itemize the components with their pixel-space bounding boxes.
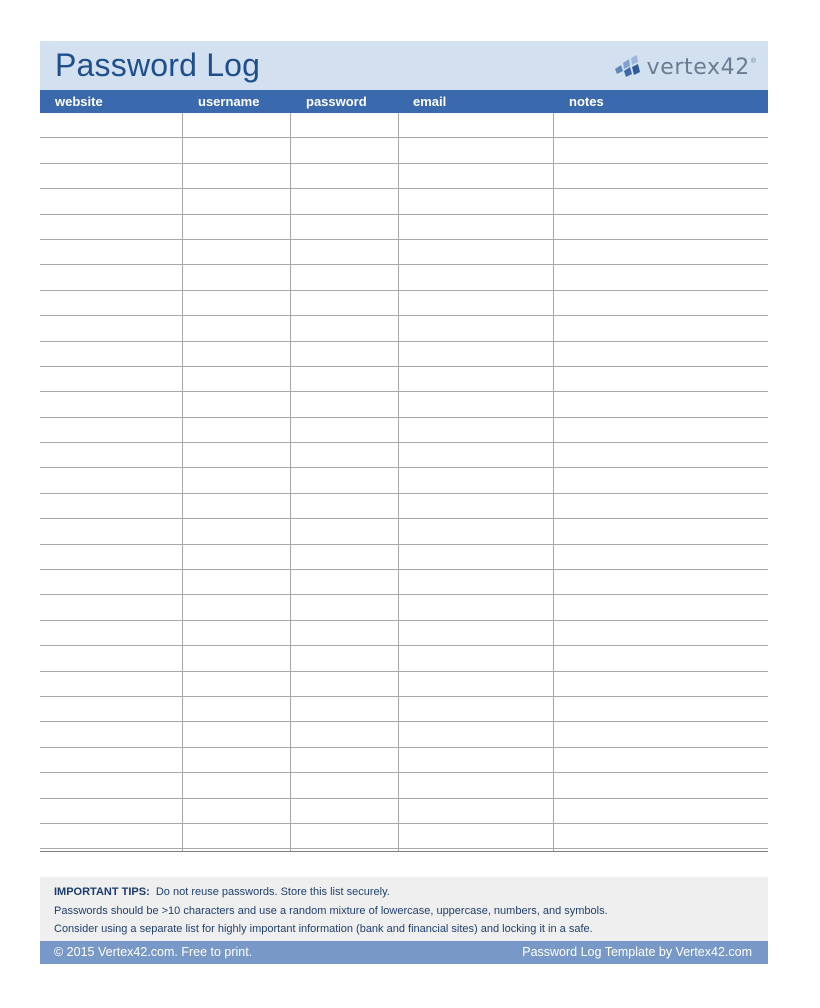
table-row [40, 672, 768, 697]
table-row [40, 570, 768, 595]
important-tips-box [40, 877, 768, 941]
column-header-username: username [198, 94, 260, 109]
table-row [40, 799, 768, 824]
footer-credit: Password Log Template by Vertex42.com [522, 945, 752, 959]
column-divider [182, 113, 183, 851]
logo-wordmark: vertex42 [646, 54, 750, 80]
table-row [40, 697, 768, 722]
table-row [40, 748, 768, 773]
tips-label: IMPORTANT TIPS: [54, 886, 150, 898]
vertex42-logo-icon [613, 55, 643, 79]
table-row [40, 646, 768, 671]
table-row [40, 342, 768, 367]
table-row [40, 494, 768, 519]
table-row [40, 545, 768, 570]
footer-copyright: © 2015 Vertex42.com. Free to print. [54, 945, 253, 959]
page-title: Password Log [55, 47, 261, 83]
password-log-sheet [40, 41, 768, 852]
column-divider [290, 113, 291, 851]
table-row [40, 418, 768, 443]
table-row [40, 215, 768, 240]
table-header-row [40, 90, 768, 113]
table-row [40, 443, 768, 468]
table-row [40, 113, 768, 138]
table-row [40, 824, 768, 849]
title-band [40, 41, 768, 90]
table-row [40, 367, 768, 392]
logo-registered-mark: ® [750, 58, 756, 65]
log-table-body [40, 113, 768, 852]
column-header-password: password [306, 94, 367, 109]
tips-text-1: Do not reuse passwords. Store this list securely. [155, 886, 390, 898]
table-row [40, 595, 768, 620]
table-row [40, 621, 768, 646]
table-row [40, 316, 768, 341]
table-row [40, 265, 768, 290]
column-divider [398, 113, 399, 851]
table-row [40, 519, 768, 544]
column-header-notes: notes [569, 94, 604, 109]
table-row [40, 138, 768, 163]
table-row [40, 722, 768, 747]
column-header-email: email [413, 94, 447, 109]
column-divider [553, 113, 554, 851]
table-row [40, 189, 768, 214]
tips-line-3: Consider using a separate list for highly important information (bank and financial sites) and locking it in a safe. [54, 923, 593, 935]
table-row [40, 291, 768, 316]
table-row [40, 468, 768, 493]
table-row [40, 773, 768, 798]
vertex42-logo [613, 54, 756, 80]
table-row [40, 164, 768, 189]
column-header-website: website [55, 94, 103, 109]
table-row [40, 240, 768, 265]
table-row [40, 392, 768, 417]
footer-band [40, 941, 768, 964]
tips-line-2: Passwords should be >10 characters and use a random mixture of lowercase, uppercase, numbers, and symbols. [54, 904, 608, 917]
tips-line-1 [54, 883, 768, 902]
